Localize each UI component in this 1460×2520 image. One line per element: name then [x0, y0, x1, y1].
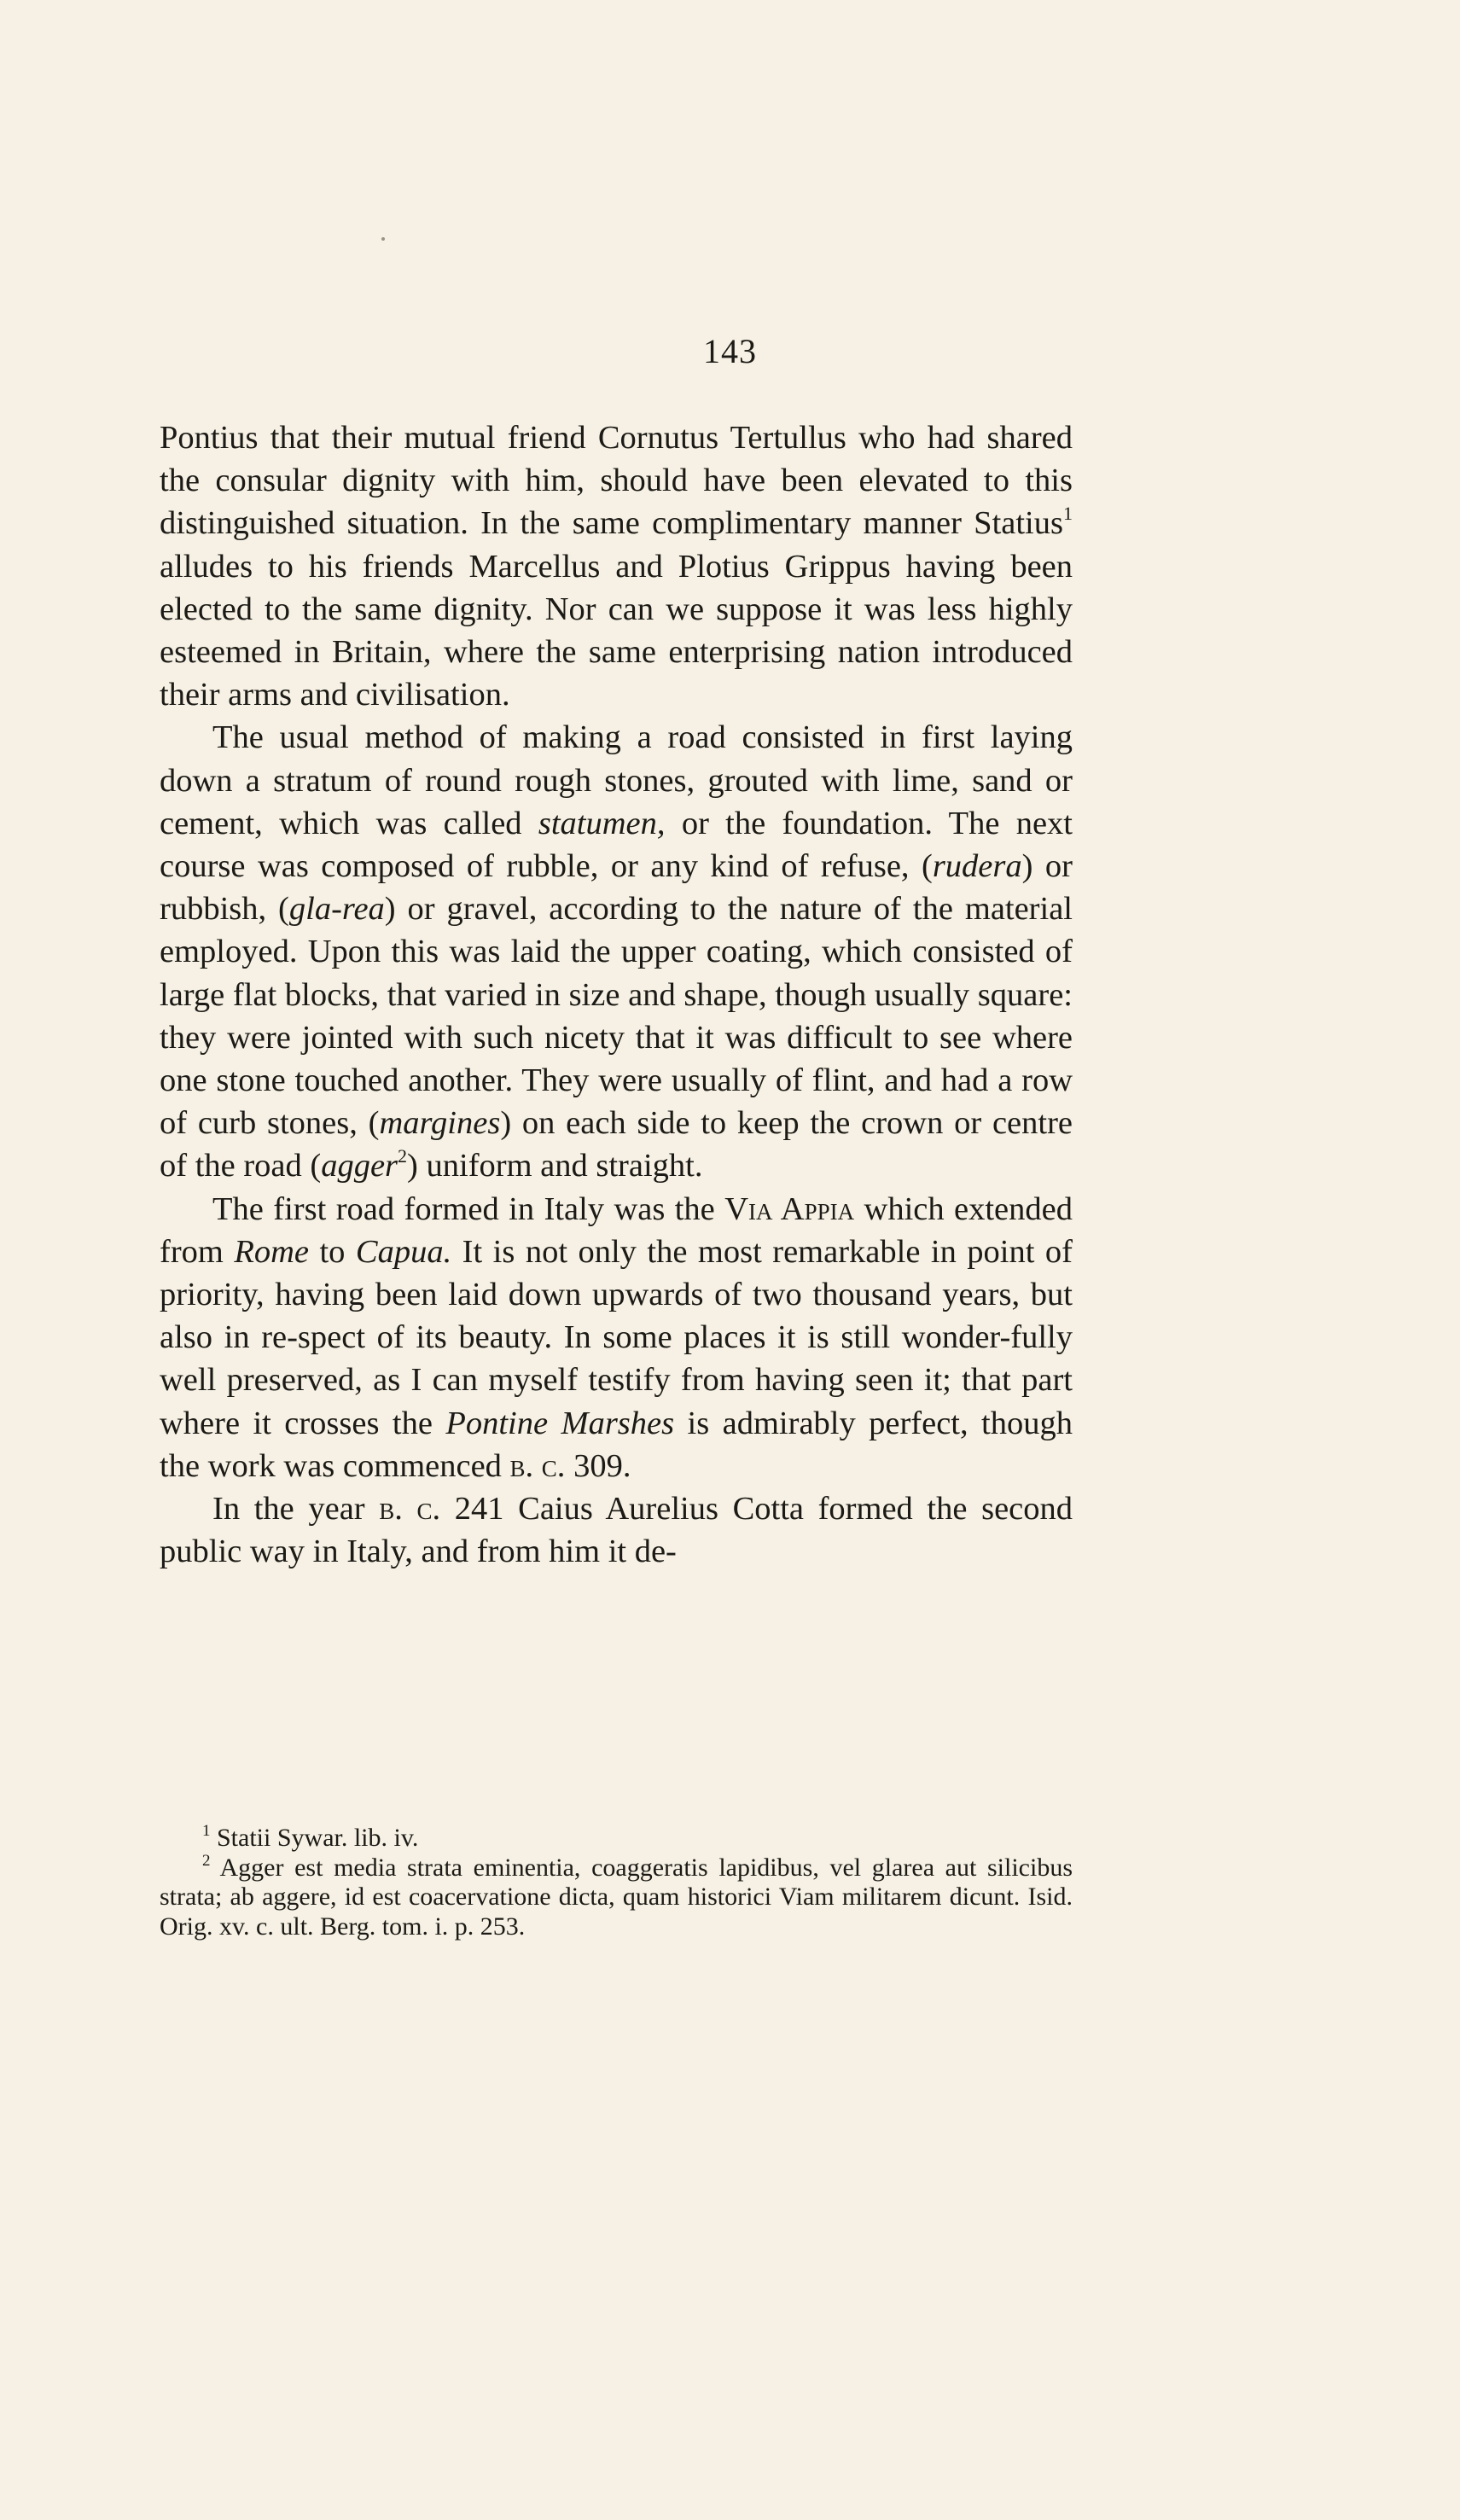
text-run: ) or rubbish, (: [160, 848, 1073, 928]
footnote-text: Statii Sywar. lib. iv.: [210, 1824, 419, 1852]
italic-run: Rome: [234, 1233, 309, 1270]
italic-run: agger: [321, 1148, 398, 1184]
text-run: In the year: [212, 1491, 380, 1528]
italic-run: Capua.: [355, 1233, 452, 1270]
italic-run: gla-rea: [288, 891, 385, 928]
text-run: to: [308, 1233, 356, 1270]
paragraph: [160, 1188, 1073, 1487]
paragraph: [160, 1487, 1073, 1573]
italic-run: Pontine Marshes: [445, 1405, 675, 1441]
body-text: [160, 416, 1073, 1573]
paragraph: [160, 416, 1073, 716]
text-run: is admirably perfect, though the work was commenced: [160, 1405, 1073, 1484]
footnote-text: Agger est media strata eminentia, coaggeratis lapidibus, vel glarea aut silicibus strata; ab aggere, id est coacervatione dicta, quam historici Viam militarem dicunt. Isid. Orig. xv. c. ult. Berg. tom. i. p. 253.: [160, 1853, 1073, 1941]
text-run: ) or gravel, according to the nature of the material employed. Upon this was laid the upper coating, which consisted of large flat blocks, that varied in size and shape, though usually square: they were jointed with such nicety that it was difficult to see where one stone touched another. They were usually of flint, and had a row of curb stones, (: [160, 891, 1073, 1142]
small-caps-run: b. c.: [379, 1491, 441, 1528]
italic-run: rudera: [932, 848, 1022, 885]
text-run: The first road formed in Italy was the: [212, 1190, 725, 1227]
text-run: ) uniform and straight.: [407, 1148, 703, 1184]
paragraph: [160, 716, 1073, 1187]
text-run: or the foundation. The next course was composed of rubble, or any kind of refuse, (: [160, 805, 1073, 885]
footnote-2: [160, 1851, 1073, 1942]
italic-run: statumen,: [538, 805, 666, 841]
text-run: It is not only the most remarkable in point of priority, having been laid down upwards of two thousand years, but also in re-spect of its beauty. In some places it is still wonder-fully well preserved, as I can myself testify from having seen it; that part where it crosses the: [160, 1233, 1073, 1441]
text-run: which extended from: [160, 1190, 1073, 1270]
footnote-reference: 2: [398, 1145, 408, 1167]
footnote-marker: 1: [202, 1822, 211, 1840]
text-run: ) on each side to keep the crown or centre of the road (: [160, 1105, 1073, 1184]
small-caps-run: b. c.: [509, 1447, 566, 1484]
footnote-marker: 2: [202, 1851, 211, 1870]
text-run: 241 Caius Aurelius Cotta formed the second public way in Italy, and from him it de-: [160, 1491, 1073, 1570]
footnote-reference: 1: [1063, 503, 1073, 525]
text-run: alludes to his friends Marcellus and Plotius Grippus having been elected to the same dignity. Nor can we suppose it was less highly esteemed in Britain, where the same enterprising nation introduced their arms and civilisation.: [160, 548, 1073, 713]
text-run: Pontius that their mutual friend Cornutus Tertullus who had shared the consular dignity with him, should have been elevated to this distinguished situation. In the same complimentary manner Statius: [160, 420, 1073, 542]
footnotes: [160, 1824, 1073, 1941]
italic-run: margines: [379, 1105, 501, 1142]
paper-speck: [381, 237, 385, 241]
footnote-1: [160, 1824, 1073, 1854]
small-caps-run: Via Appia: [724, 1190, 855, 1227]
page-number: 143: [703, 332, 757, 370]
text-run: The usual method of making a road consisted in first laying down a stratum of round rough stones, grouted with lime, sand or cement, which was called: [160, 719, 1073, 841]
text-run: 309.: [565, 1447, 631, 1484]
